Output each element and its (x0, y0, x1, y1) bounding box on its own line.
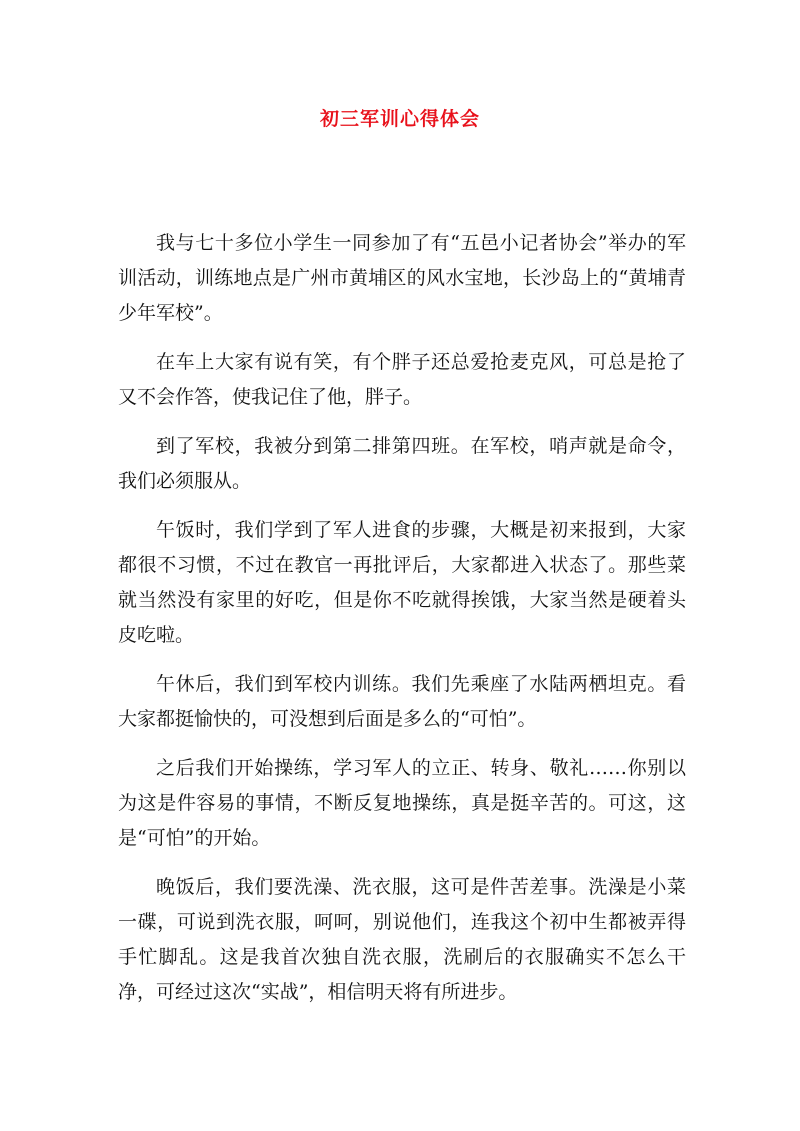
paragraph-1: 我与七十多位小学生一同参加了有“五邑小记者协会”举办的军训活动，训练地点是广州市黄埔区的风水宝地，长沙岛上的“黄埔青少年军校”。 (118, 232, 686, 324)
paragraph-6: 之后我们开始操练，学习军人的立正、转身、敬礼……你别以为这是件容易的事情，不断反复地操练，真是挺辛苦的。可这，这是“可怕”的开始。 (118, 757, 686, 849)
document-title: 初三军训心得体会 (319, 108, 480, 130)
paragraph-2: 在车上大家有说有笑，有个胖子还总爱抢麦克风，可总是抢了又不会作答，使我记住了他，胖子。 (118, 351, 686, 408)
paragraph-3: 到了军校，我被分到第二排第四班。在军校，哨声就是命令，我们必须服从。 (118, 435, 686, 492)
paragraph-5: 午休后，我们到军校内训练。我们先乘座了水陆两栖坦克。看大家都挺愉快的，可没想到后面是多么的“可怕”。 (118, 673, 686, 730)
paragraph-7: 晚饭后，我们要洗澡、洗衣服，这可是件苦差事。洗澡是小菜一碟，可说到洗衣服，呵呵，别说他们，连我这个初中生都被弄得手忙脚乱。这是我首次独自洗衣服，洗刷后的衣服确实不怎么干净，可经过这次“实战”，相信明天将有所进步。 (118, 876, 686, 1003)
paragraph-4: 午饭时，我们学到了军人进食的步骤，大概是初来报到，大家都很不习惯，不过在教官一再批评后，大家都进入状态了。那些菜就当然没有家里的好吃，但是你不吃就得挨饿，大家当然是硬着头皮吃啦。 (118, 519, 686, 646)
document-body (118, 226, 686, 1024)
